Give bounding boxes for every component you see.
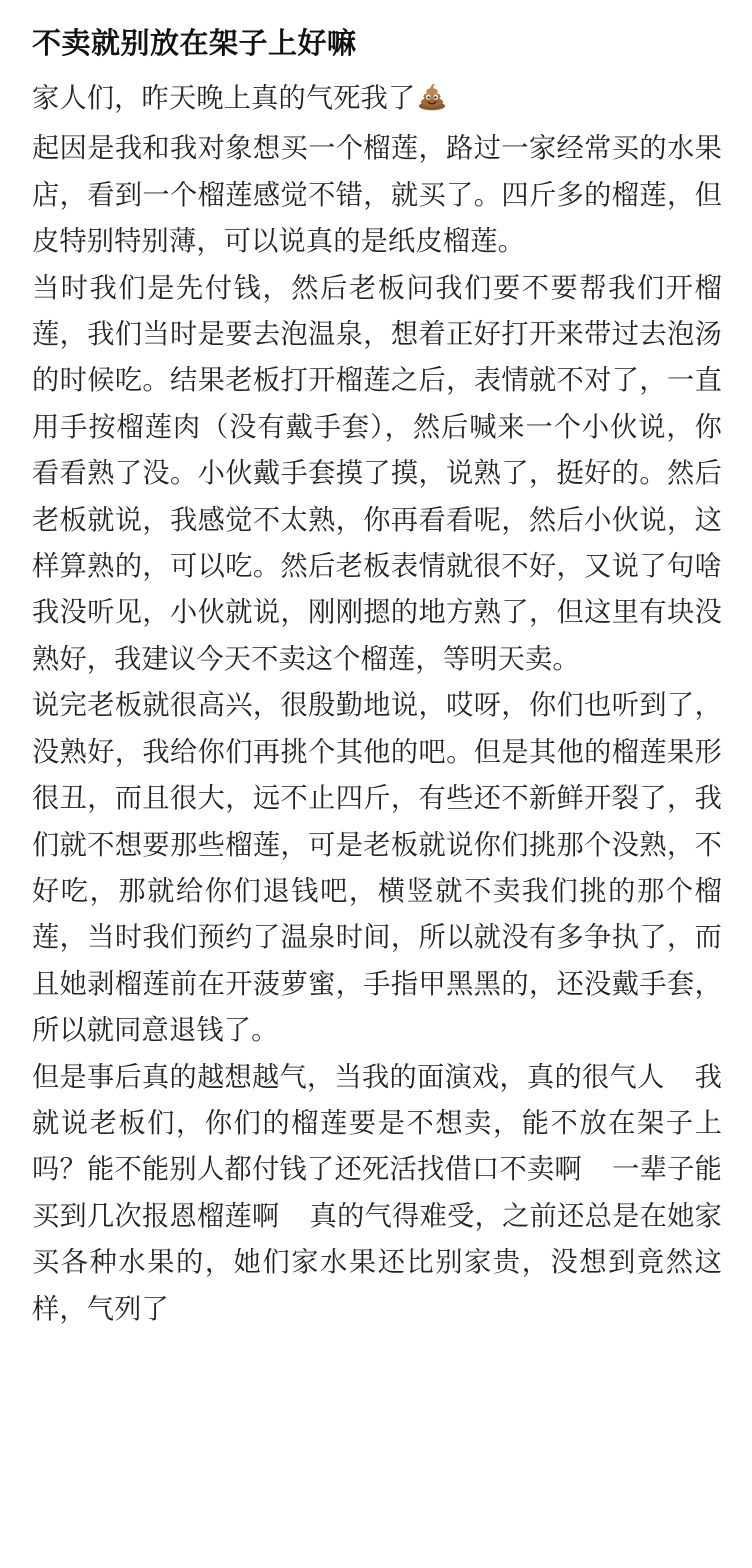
post-title: 不卖就别放在架子上好嘛 <box>32 26 357 60</box>
post-intro-text: 家人们，昨天晚上真的气死我了 <box>32 83 416 114</box>
post-paragraph-4-part-4: 真的气得难受，之前还总是在她家买各种水果的，她们家水果还比别家贵，没想到竟然这样，气列了 <box>32 1200 722 1325</box>
post-paragraph-2: 当时我们是先付钱，然后老板问我们要不要帮我们开榴莲，我们当时是要去泡温泉，想着正好打开来带过去泡汤的时候吃。结果老板打开榴莲之后，表情就不对了，一直用手按榴莲肉（没有戴手套），然后喊来一个小伙说，你看看熟了没。小伙戴手套摸了摸，说熟了，挺好的。然后老板就说，我感觉不太熟，你再看看呢，然后小伙说，这样算熟的，可以吃。然后老板表情就很不好，又说了句啥我没听见，小伙就说，刚刚摁的地方熟了，但这里有块没熟好，我建议今天不卖这个榴莲，等明天卖。 <box>32 272 722 675</box>
pile-of-poo-icon <box>417 80 447 126</box>
post-intro <box>32 76 722 126</box>
post-paragraph-1: 起因是我和我对象想买一个榴莲，路过一家经常买的水果店，看到一个榴莲感觉不错，就买了。四斤多的榴莲，但皮特别特别薄，可以说真的是纸皮榴莲。 <box>32 133 722 258</box>
post-paragraph-4 <box>32 1055 722 1333</box>
post-paragraph-3: 说完老板就很高兴，很殷勤地说，哎呀，你们也听到了，没熟好，我给你们再挑个其他的吧。但是其他的榴莲果形很丑，而且很大，远不止四斤，有些还不新鲜开裂了，我们就不想要那些榴莲，可是老板就说你们挑那个没熟，不好吃，那就给你们退钱吧，横竖就不卖我们挑的那个榴莲，当时我们预约了温泉时间，所以就没有多争执了，而且她剥榴莲前在开菠萝蜜，手指甲黑黑的，还没戴手套，所以就同意退钱了。 <box>32 690 722 1047</box>
post-paragraph-4-part-2: 我就说老板们，你们的榴莲要是不想卖，能不放在架子上吗？能不能别人都付钱了还死活找借口不卖啊 <box>32 1061 722 1186</box>
post-paragraph-4-part-1: 但是事后真的越想越气，当我的面演戏，真的很气人 <box>32 1061 665 1093</box>
post-paragraph-4-part-3: 一辈子能买到几次报恩榴莲啊 <box>32 1154 722 1232</box>
